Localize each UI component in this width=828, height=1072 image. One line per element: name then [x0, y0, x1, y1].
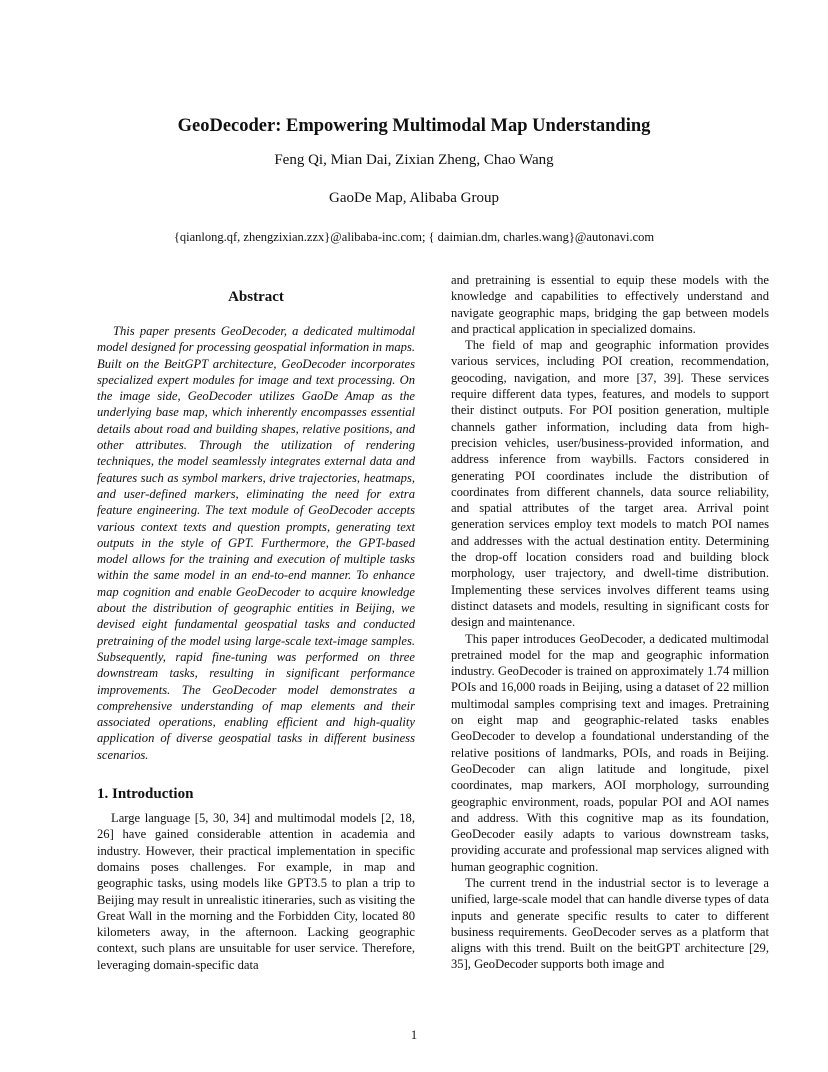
paper-title: GeoDecoder: Empowering Multimodal Map Understanding: [177, 116, 651, 136]
paper-emails: {qianlong.qf, zhengzixian.zzx}@alibaba-inc.com; { daimian.dm, charles.wang}@autonavi.com: [173, 230, 655, 244]
intro-paragraph-4: The current trend in the industrial sector is to leverage a unified, large-scale model that can handle diverse types of data inputs and generate specific results to cater to different business requirements. GeoDecoder serves as a platform that aligns with this trend. Built on the beitGPT architecture [29, 35], GeoDecoder supports both image and: [451, 875, 769, 972]
paper-affiliation: GaoDe Map, Alibaba Group: [329, 190, 499, 206]
left-column: [97, 272, 415, 973]
introduction-paragraph-1: Large language [5, 30, 34] and multimodal models [2, 18, 26] have gained considerable attention in academia and industry. However, their practical implementation in specific domains poses challenges. For example, in map and geographic tasks, using models like GPT3.5 to plan a trip to Beijing may result in unrealistic itineraries, such as visiting the Great Wall in the morning and the Forbidden City, located 80 kilometers away, in the afternoon. Lacking geographic context, such plans are unsuitable for user service. Therefore, leveraging domain-specific data: [97, 811, 415, 972]
paper-authors: Feng Qi, Mian Dai, Zixian Zheng, Chao Wang: [274, 152, 554, 168]
intro-paragraph-2: The field of map and geographic information provides various services, including POI creation, recommendation, geocoding, navigation, and more [37, 39]. These services require different data types, features, and models to support their distinct outputs. For POI position generation, multiple channels gather information, including data from high-precision vehicles, user/business-provided information, and address inference from waybills. Factors considered in generating POI coordinates include the distribution of coordinates from different channels, data source reliability, and spatial attributes of the target area. Arrival point generation services employ text models to match POI names and addresses with the actual destination entity. Determining the drop-off location considers road and building block morphology, user trajectory, and dwell-time distribution. Implementing these services involves different teams using distinct datasets and models, resulting in significant costs for design and maintenance.: [451, 338, 769, 630]
abstract-body: This paper presents GeoDecoder, a dedicated multimodal model designed for processing geospatial information in maps. Built on the BeitGPT architecture, GeoDecoder incorporates specialized expert modules for image and text processing. On the image side, GeoDecoder utilizes GaoDe Amap as the underlying base map, which inherently encompasses essential details about road and building shapes, relative positions, and other attributes. Through the utilization of rendering techniques, the model seamlessly integrates external data and features such as symbol markers, drive trajectories, heatmaps, and user-defined markers, eliminating the need for extra feature engineering. The text module of GeoDecoder accepts various context texts and question prompts, generating text outputs in the style of GPT. Furthermore, the GPT-based model allows for the training and execution of multiple tasks within the same model in an end-to-end manner. To enhance map cognition and enable GeoDecoder to acquire knowledge about the distribution of geographic entities in Beijing, we devised eight fundamental geospatial tasks and conducted pretraining of the model using large-scale text-image samples. Subsequently, rapid fine-tuning was performed on three downstream tasks, resulting in significant performance improvements. The GeoDecoder model demonstrates a comprehensive understanding of map elements and their associated operations, enabling efficient and high-quality application of diverse geospatial tasks in different business scenarios.: [97, 324, 415, 762]
abstract-heading: Abstract: [228, 289, 284, 305]
intro-paragraph-continued: and pretraining is essential to equip these models with the knowledge and capabilities to effectively understand and navigate geographic maps, bridging the gap between models and practical application in specialized domains.: [451, 273, 769, 336]
introduction-heading: 1. Introduction: [97, 786, 194, 803]
intro-paragraph-3: This paper introduces GeoDecoder, a dedicated multimodal pretrained model for the map and geographic information industry. GeoDecoder is trained on approximately 1.74 million POIs and 16,000 roads in Beijing, using a dataset of 22 million multimodal samples comprising text and images. Pretraining on eight map and geographic-related tasks enables GeoDecoder to develop a foundational understanding of the relative positions of landmarks, POIs, and roads in Beijing. GeoDecoder can align latitude and longitude, pixel coordinates, map markers, AOI morphology, surrounding geographic environment, roads, popular POI and AOI names and address. With this cognitive map as its foundation, GeoDecoder easily adapts to various downstream tasks, providing accurate and professional map services aligned with human geographic cognition.: [451, 631, 769, 874]
page-number: 1: [410, 1028, 418, 1042]
right-column: [451, 272, 769, 973]
